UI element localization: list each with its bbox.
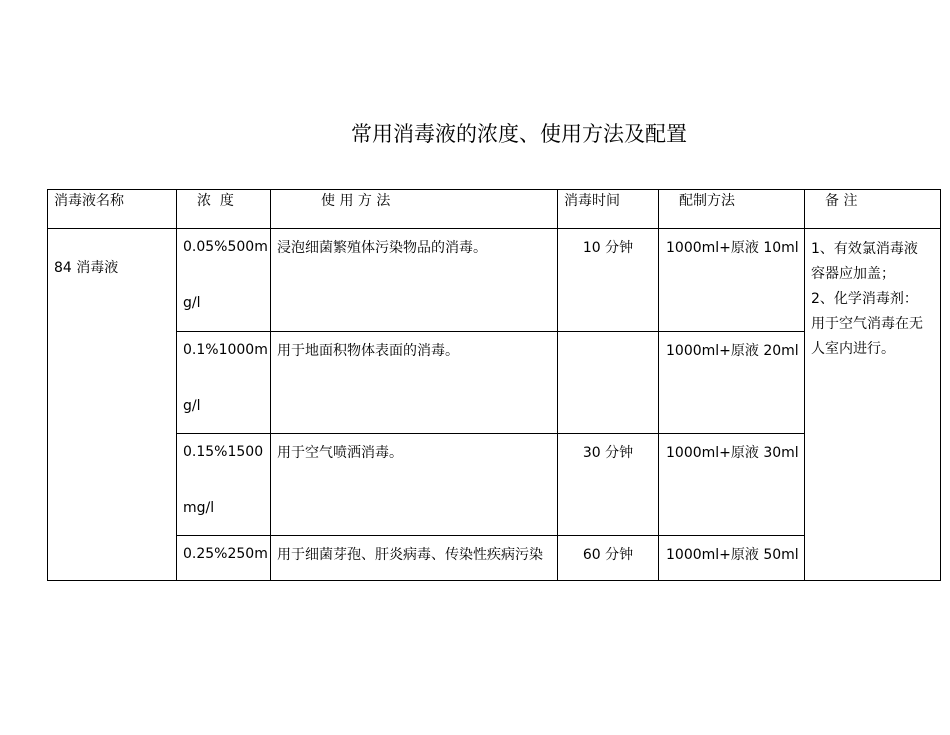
header-disinfectant-name: 消毒液名称 — [48, 190, 177, 229]
usage-method-cell: 用于空气喷洒消毒。 — [271, 434, 558, 536]
concentration-cell — [177, 229, 271, 332]
page-title: 常用消毒液的浓度、使用方法及配置 — [351, 122, 687, 146]
note-line: 用于空气消毒在无 — [811, 316, 923, 332]
header-concentration: 浓 度 — [177, 190, 271, 229]
disinfectant-name-cell: 84 消毒液 — [48, 229, 177, 581]
table-header-row — [48, 190, 941, 229]
note-line: 容器应加盖； — [811, 266, 895, 282]
header-usage-method: 使 用 方 法 — [271, 190, 558, 229]
header-preparation-method: 配制方法 — [659, 190, 805, 229]
table-row — [48, 229, 941, 332]
header-disinfection-time: 消毒时间 — [558, 190, 659, 229]
usage-method-cell: 浸泡细菌繁殖体污染物品的消毒。 — [271, 229, 558, 332]
disinfection-time-cell: 60 分钟 — [558, 536, 659, 581]
note-line: 人室内进行。 — [811, 341, 895, 357]
preparation-cell: 1000ml+原液 10ml — [659, 229, 805, 332]
concentration-value: 0.1%1000m — [183, 342, 268, 358]
note-line: 1、有效氯消毒液 — [811, 241, 918, 257]
usage-method-cell: 用于地面积物体表面的消毒。 — [271, 332, 558, 434]
concentration-unit: g/l — [183, 295, 201, 311]
disinfection-time-cell — [558, 332, 659, 434]
header-notes: 备 注 — [805, 190, 941, 229]
preparation-cell: 1000ml+原液 50ml — [659, 536, 805, 581]
disinfection-time-cell: 10 分钟 — [558, 229, 659, 332]
concentration-value: 0.25%250m — [183, 546, 268, 562]
preparation-cell: 1000ml+原液 30ml — [659, 434, 805, 536]
disinfection-time-cell: 30 分钟 — [558, 434, 659, 536]
notes-cell — [805, 229, 941, 581]
concentration-cell — [177, 434, 271, 536]
usage-method-cell: 用于细菌芽孢、肝炎病毒、传染性疾病污染 — [271, 536, 558, 581]
concentration-unit: mg/l — [183, 500, 215, 516]
concentration-value: 0.15%1500 — [183, 444, 264, 460]
concentration-cell — [177, 332, 271, 434]
concentration-value: 0.05%500m — [183, 239, 268, 255]
concentration-unit: g/l — [183, 398, 201, 414]
disinfectant-table — [47, 189, 941, 581]
note-line: 2、化学消毒剂： — [811, 291, 918, 307]
preparation-cell: 1000ml+原液 20ml — [659, 332, 805, 434]
concentration-cell — [177, 536, 271, 581]
